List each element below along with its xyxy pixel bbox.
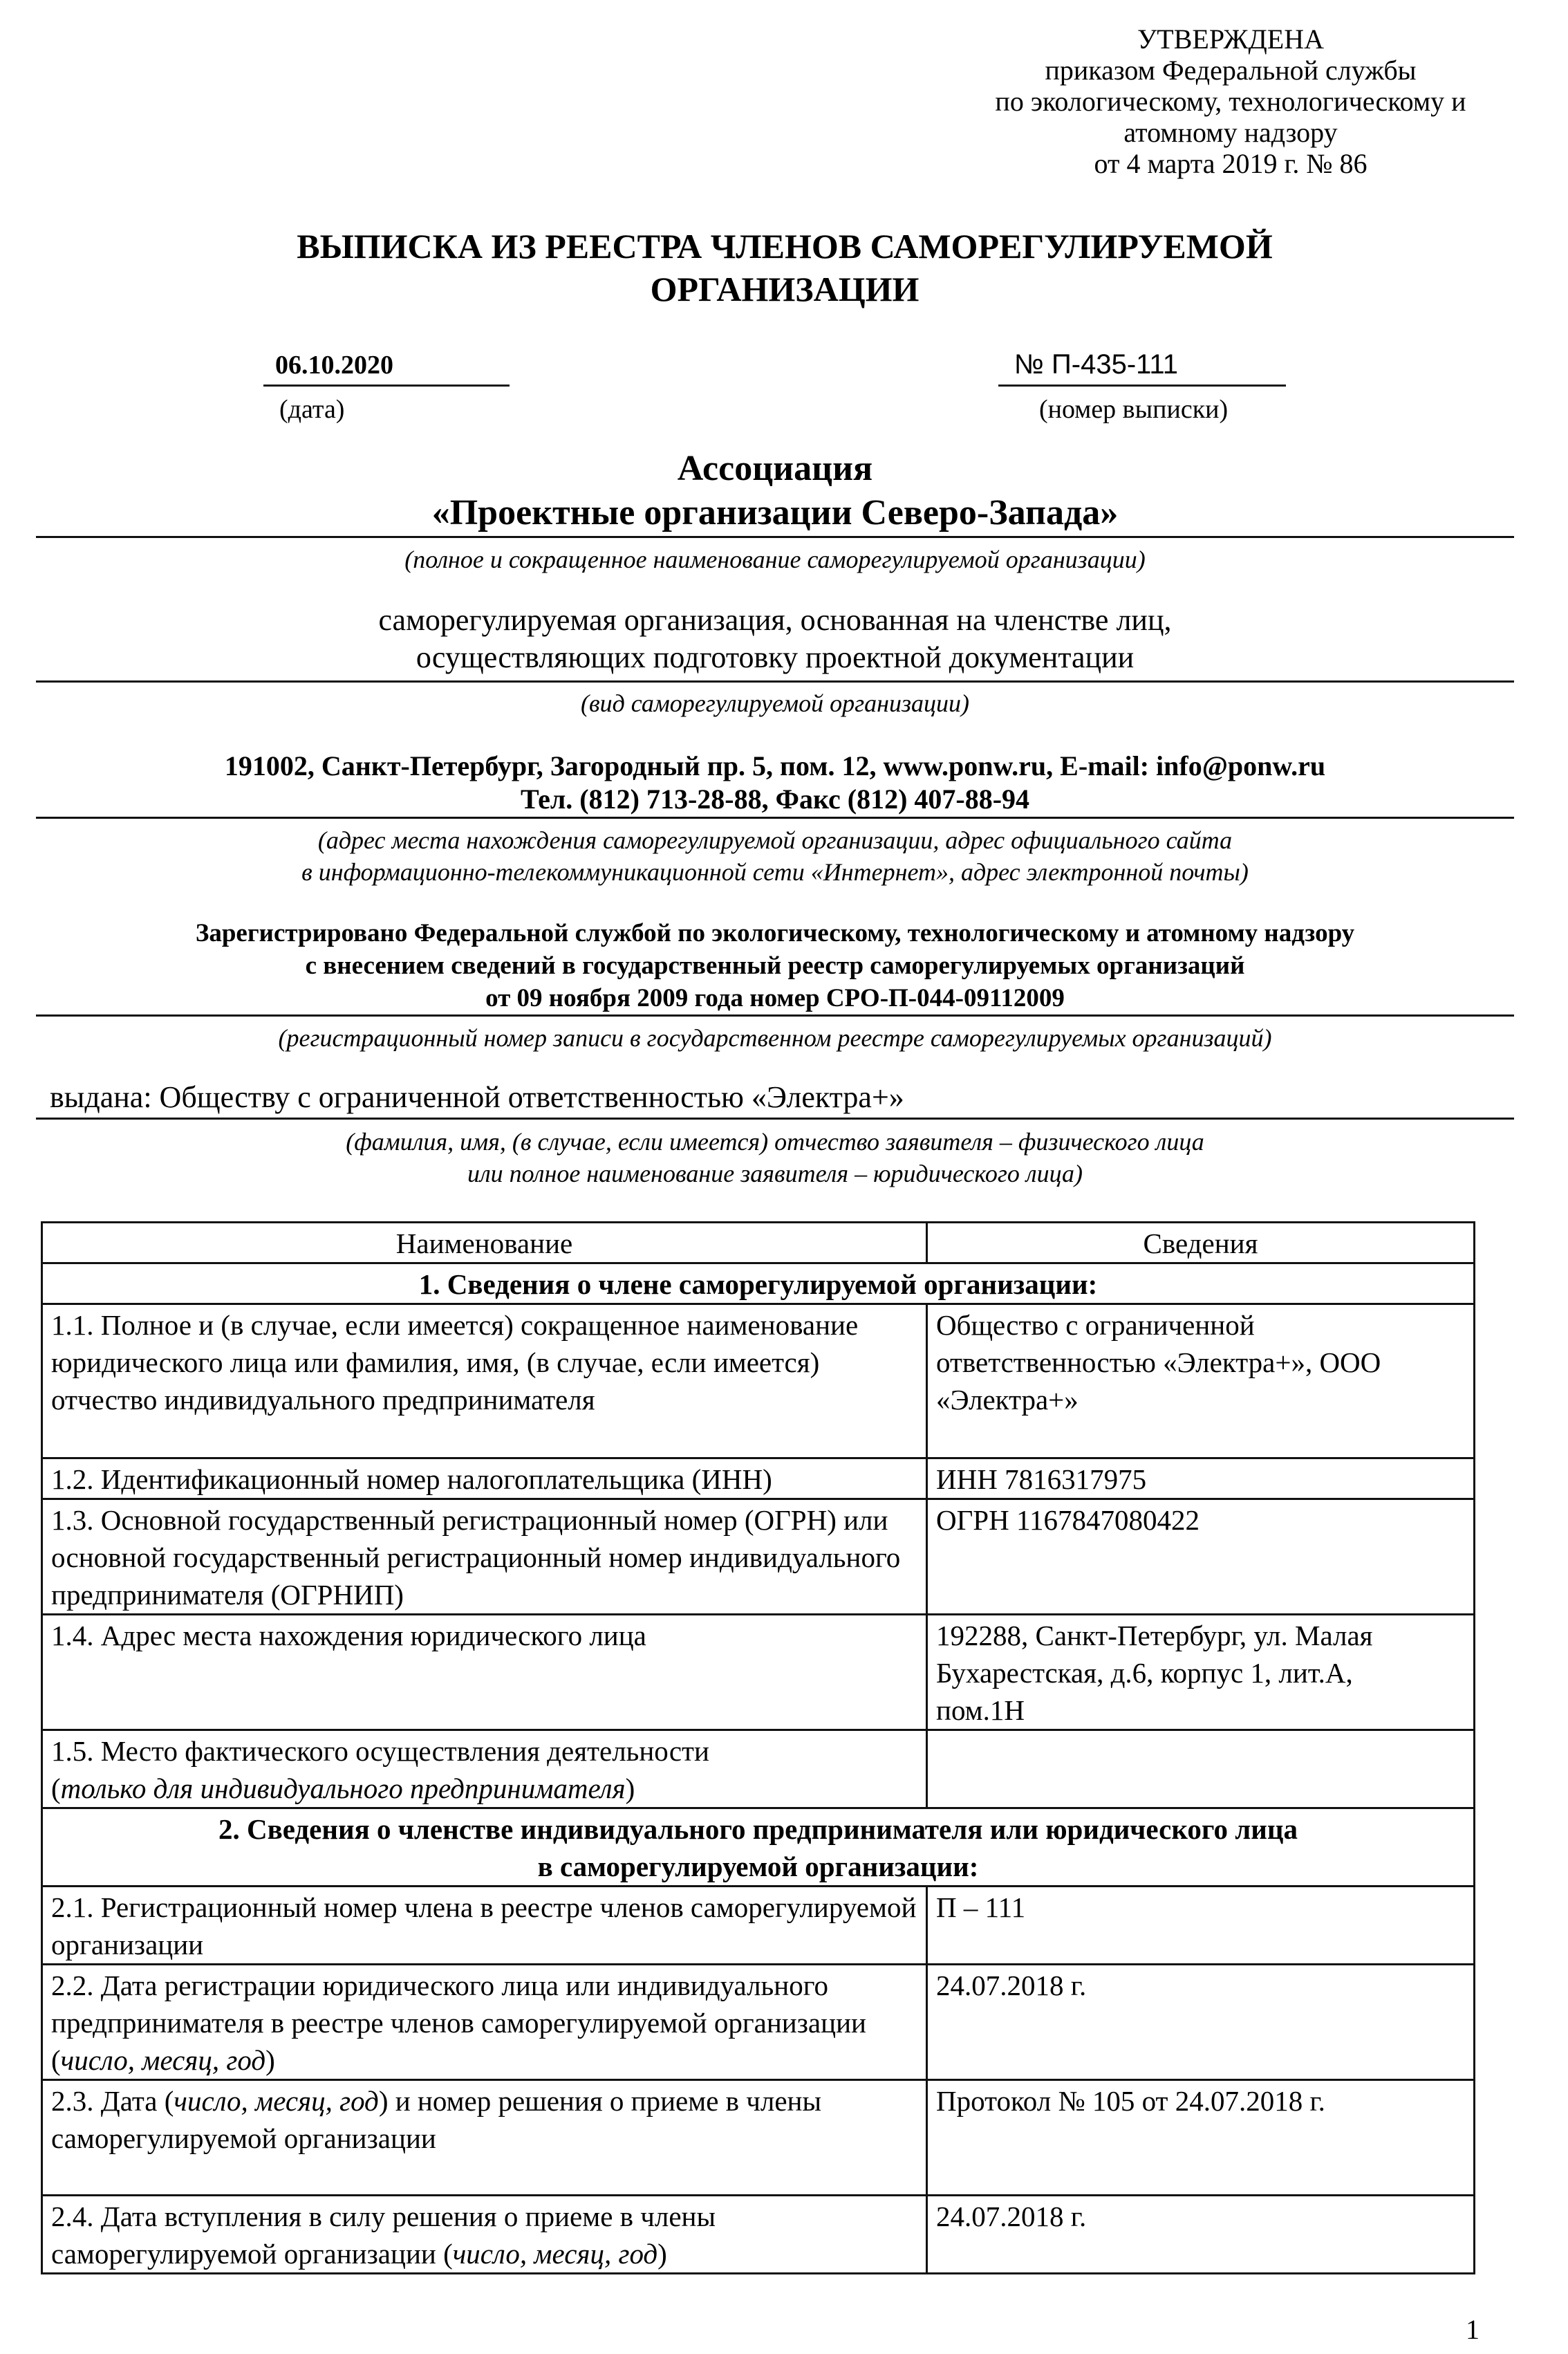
issued-to: выдана: Обществу с ограниченной ответственностью «Электра+»	[50, 1080, 904, 1114]
row-value: 24.07.2018 г.	[927, 1965, 1475, 2080]
sro-type	[36, 602, 1514, 676]
row-label: 1.1. Полное и (в случае, если имеется) сокращенное наименование юридического лица или фамилия, имя, (в случае, если имеется) отчество индивидуального предпринимателя	[42, 1304, 927, 1458]
row-value: Общество с ограниченной ответственностью «Электра+», ООО «Электра+»	[927, 1304, 1475, 1458]
table-header-row	[42, 1223, 1475, 1263]
issued-to-caption	[36, 1126, 1514, 1189]
section-title-line: в саморегулируемой организации:	[537, 1851, 979, 1882]
row-label: 1.2. Идентификационный номер налогоплательщика (ИНН)	[42, 1458, 927, 1499]
date-underline	[263, 384, 510, 387]
row-value	[927, 1730, 1475, 1808]
sro-address-line: 191002, Санкт-Петербург, Загородный пр. 5, пом. 12, www.ponw.ru, E-mail: info@ponw.ru	[224, 750, 1326, 781]
date-label: (дата)	[279, 395, 345, 424]
row-label: 2.4. Дата вступления в силу решения о приеме в члены саморегулируемой организации (число, месяц, год)	[42, 2196, 927, 2274]
section-title-2	[42, 1808, 1475, 1887]
sro-registration	[36, 917, 1514, 1014]
table-row	[42, 1615, 1475, 1730]
table-row	[42, 1730, 1475, 1808]
divider	[36, 817, 1514, 819]
section-title-1: 1. Сведения о члене саморегулируемой организации:	[42, 1263, 1475, 1304]
registration-line: от 09 ноября 2009 года номер СРО-П-044-09112009	[485, 984, 1065, 1012]
caption-line: или полное наименование заявителя – юридического лица)	[467, 1160, 1083, 1187]
approval-line: атомному надзору	[1123, 117, 1338, 148]
registration-line: с внесением сведений в государственный реестр саморегулируемых организаций	[305, 952, 1245, 980]
table-row	[42, 2196, 1475, 2274]
column-header-info: Сведения	[927, 1223, 1475, 1263]
approval-block	[920, 24, 1542, 179]
row-label-text: 2.3. Дата	[51, 2085, 158, 2117]
row-value: Протокол № 105 от 24.07.2018 г.	[927, 2080, 1475, 2196]
row-value: П – 111	[927, 1887, 1475, 1965]
row-value: 192288, Санкт-Петербург, ул. Малая Бухарестская, д.6, корпус 1, лит.А, пом.1Н	[927, 1615, 1475, 1730]
registration-caption: (регистрационный номер записи в государственном реестре саморегулируемых организаций)	[278, 1024, 1272, 1052]
document-title	[138, 225, 1431, 311]
row-label: 2.1. Регистрационный номер члена в реестре членов саморегулируемой организации	[42, 1887, 927, 1965]
row-value: ИНН 7816317975	[927, 1458, 1475, 1499]
sro-name-caption: (полное и сокращенное наименование саморегулируемой организации)	[404, 546, 1146, 573]
row-label-text: 2.2. Дата регистрации юридического лица или индивидуального предпринимателя в реестре членов саморегулируемой организации	[51, 1970, 866, 2039]
table-row	[42, 1965, 1475, 2080]
row-label: 1.5. Место фактического осуществления деятельности (только для индивидуального предпринимателя)	[42, 1730, 927, 1808]
sro-address	[36, 750, 1514, 816]
extract-number: № П-435-111	[1014, 349, 1178, 380]
divider	[36, 1118, 1514, 1120]
sro-contacts-line: Тел. (812) 713-28-88, Факс (812) 407-88-94	[520, 784, 1030, 815]
row-label-italic: число, месяц, год	[60, 2044, 266, 2076]
row-value: 24.07.2018 г.	[927, 2196, 1475, 2274]
sro-type-line: саморегулируемая организация, основанная на членстве лиц,	[378, 603, 1172, 637]
caption-line: в информационно-телекоммуникационной сети «Интернет», адрес электронной почты)	[301, 858, 1249, 886]
divider	[36, 680, 1514, 683]
sro-type-caption: (вид саморегулируемой организации)	[580, 689, 970, 717]
row-label-italic: число, месяц, год	[452, 2238, 658, 2270]
table-row	[42, 1887, 1475, 1965]
approval-line: по экологическому, технологическому и	[995, 86, 1466, 117]
row-label: 1.3. Основной государственный регистрационный номер (ОГРН) или основной государственный регистрационный номер индивидуального предпринимателя (ОГРНИП)	[42, 1499, 927, 1615]
row-label: 2.3. Дата (число, месяц, год) и номер решения о приеме в члены саморегулируемой организации	[42, 2080, 927, 2196]
document-title-line: ВЫПИСКА ИЗ РЕЕСТРА ЧЛЕНОВ САМОРЕГУЛИРУЕМОЙ	[297, 227, 1273, 266]
section-row	[42, 1263, 1475, 1304]
number-underline	[998, 384, 1286, 387]
table-row	[42, 1499, 1475, 1615]
divider	[36, 536, 1514, 538]
row-label-text: 1.5. Место фактического осуществления деятельности	[51, 1735, 709, 1767]
sro-address-caption	[36, 824, 1514, 888]
sro-name-line: Ассоциация	[677, 449, 873, 488]
row-label-italic: только для индивидуального предпринимателя	[60, 1772, 626, 1804]
registry-table	[41, 1221, 1475, 2274]
table-row	[42, 1304, 1475, 1458]
row-label-italic: число, месяц, год	[174, 2085, 379, 2117]
divider	[36, 1014, 1514, 1017]
table-row	[42, 2080, 1475, 2196]
row-label-text: 2.4. Дата вступления в силу решения о приеме в члены саморегулируемой организации	[51, 2200, 716, 2270]
section-title-line: 2. Сведения о членстве индивидуального предпринимателя или юридического лица	[218, 1813, 1298, 1845]
extract-date: 06.10.2020	[275, 351, 393, 380]
column-header-name: Наименование	[42, 1223, 927, 1263]
approval-line: от 4 марта 2019 г. № 86	[1094, 148, 1368, 179]
sro-type-line: осуществляющих подготовку проектной документации	[416, 640, 1135, 674]
section-row	[42, 1808, 1475, 1887]
approval-line: приказом Федеральной службы	[1045, 55, 1417, 86]
sro-name	[36, 447, 1514, 535]
page-number: 1	[1466, 2314, 1480, 2345]
approval-line: УТВЕРЖДЕНА	[1137, 24, 1325, 55]
row-label: 1.4. Адрес места нахождения юридического лица	[42, 1615, 927, 1730]
registration-line: Зарегистрировано Федеральной службой по экологическому, технологическому и атомному надзору	[195, 919, 1355, 947]
sro-name-line: «Проектные организации Северо-Запада»	[431, 493, 1119, 532]
table-row	[42, 1458, 1475, 1499]
row-value: ОГРН 1167847080422	[927, 1499, 1475, 1615]
row-label-text: и номер решения о приеме в члены саморегулируемой организации	[51, 2085, 822, 2154]
document-title-line: ОРГАНИЗАЦИИ	[650, 270, 920, 308]
caption-line: (фамилия, имя, (в случае, если имеется) отчество заявителя – физического лица	[346, 1128, 1204, 1156]
row-label: 2.2. Дата регистрации юридического лица или индивидуального предпринимателя в реестре членов саморегулируемой организации (число, месяц, год)	[42, 1965, 927, 2080]
number-label: (номер выписки)	[1039, 395, 1229, 424]
caption-line: (адрес места нахождения саморегулируемой организации, адрес официального сайта	[317, 826, 1233, 854]
